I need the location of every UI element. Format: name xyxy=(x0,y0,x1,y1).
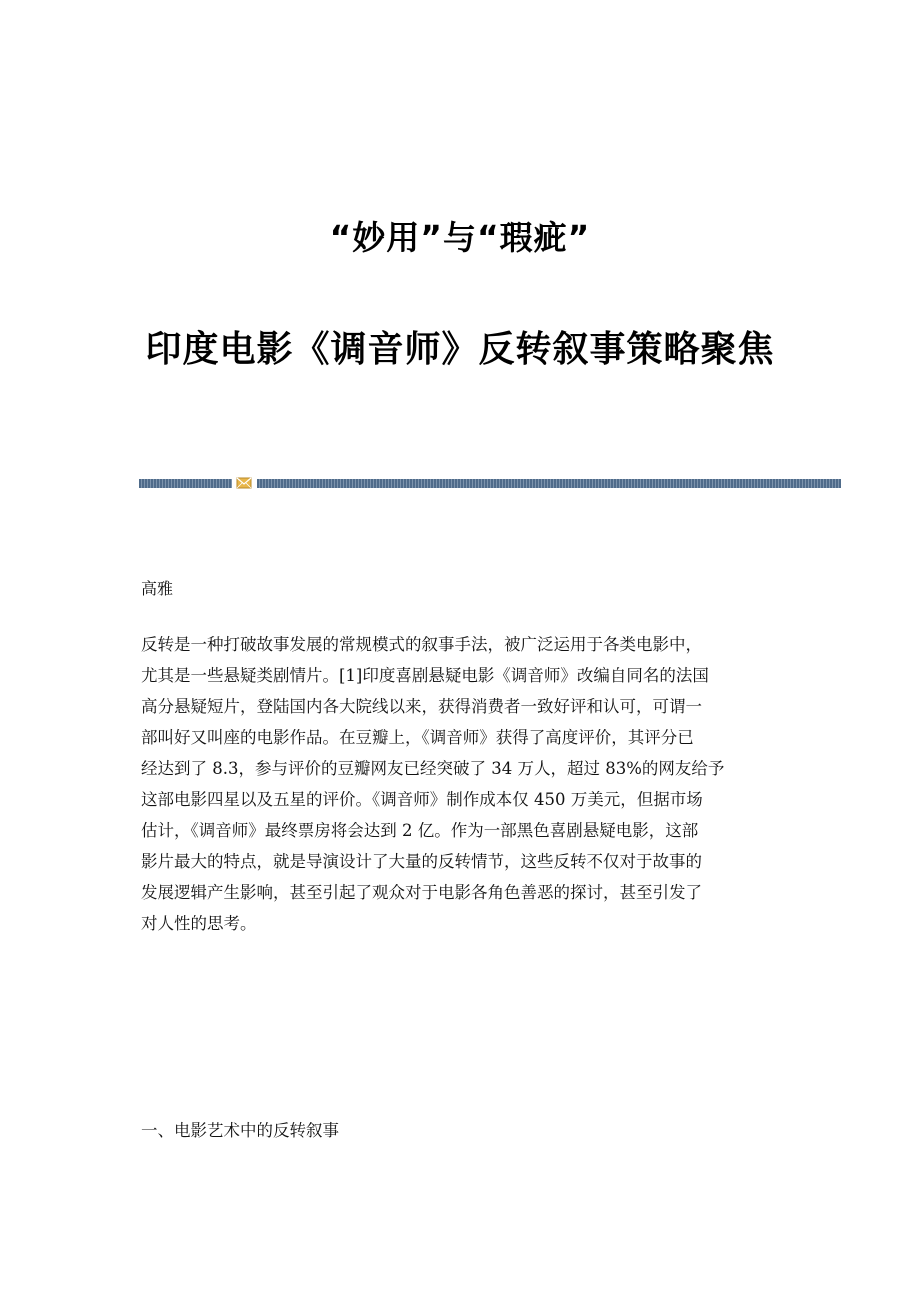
paragraph-line: 估计，《调音师》最终票房将会达到 2 亿。作为一部黑色喜剧悬疑电影，这部 xyxy=(141,821,699,840)
section-heading: 一、电影艺术中的反转叙事 xyxy=(141,1121,339,1140)
paragraph-line: 这部电影四星以及五星的评价。《调音师》制作成本仅 450 万美元，但据市场 xyxy=(141,790,703,809)
paragraph-line: 尤其是一些悬疑类剧情片。[1]印度喜剧悬疑电影《调音师》改编自同名的法国 xyxy=(141,666,709,685)
paragraph-line: 对人性的思考。 xyxy=(141,914,257,933)
envelope-ornament-icon xyxy=(236,476,252,490)
divider-right-bar xyxy=(257,479,841,488)
paragraph-line: 影片最大的特点，就是导演设计了大量的反转情节，这些反转不仅对于故事的 xyxy=(141,852,702,871)
divider-left-bar xyxy=(139,479,232,488)
paragraph-line: 高分悬疑短片，登陆国内各大院线以来，获得消费者一致好评和认可，可谓一 xyxy=(141,697,702,716)
paragraph-line: 发展逻辑产生影响，甚至引起了观众对于电影各角色善恶的探讨，甚至引发了 xyxy=(141,883,702,902)
paragraph-line: 部叫好又叫座的电影作品。在豆瓣上，《调音师》获得了高度评价，其评分已 xyxy=(141,728,694,747)
author-name: 高雅 xyxy=(141,579,174,598)
body-paragraph xyxy=(141,629,781,939)
paragraph-line: 反转是一种打破故事发展的常规模式的叙事手法，被广泛运用于各类电影中， xyxy=(141,635,702,654)
title-line-2: 印度电影《调音师》反转叙事策略聚焦 xyxy=(145,329,775,370)
title-line-1: “妙用”与“瑕疵” xyxy=(329,218,591,257)
paragraph-line: 经达到了 8.3，参与评价的豆瓣网友已经突破了 34 万人，超过 83%的网友给予 xyxy=(141,759,725,778)
